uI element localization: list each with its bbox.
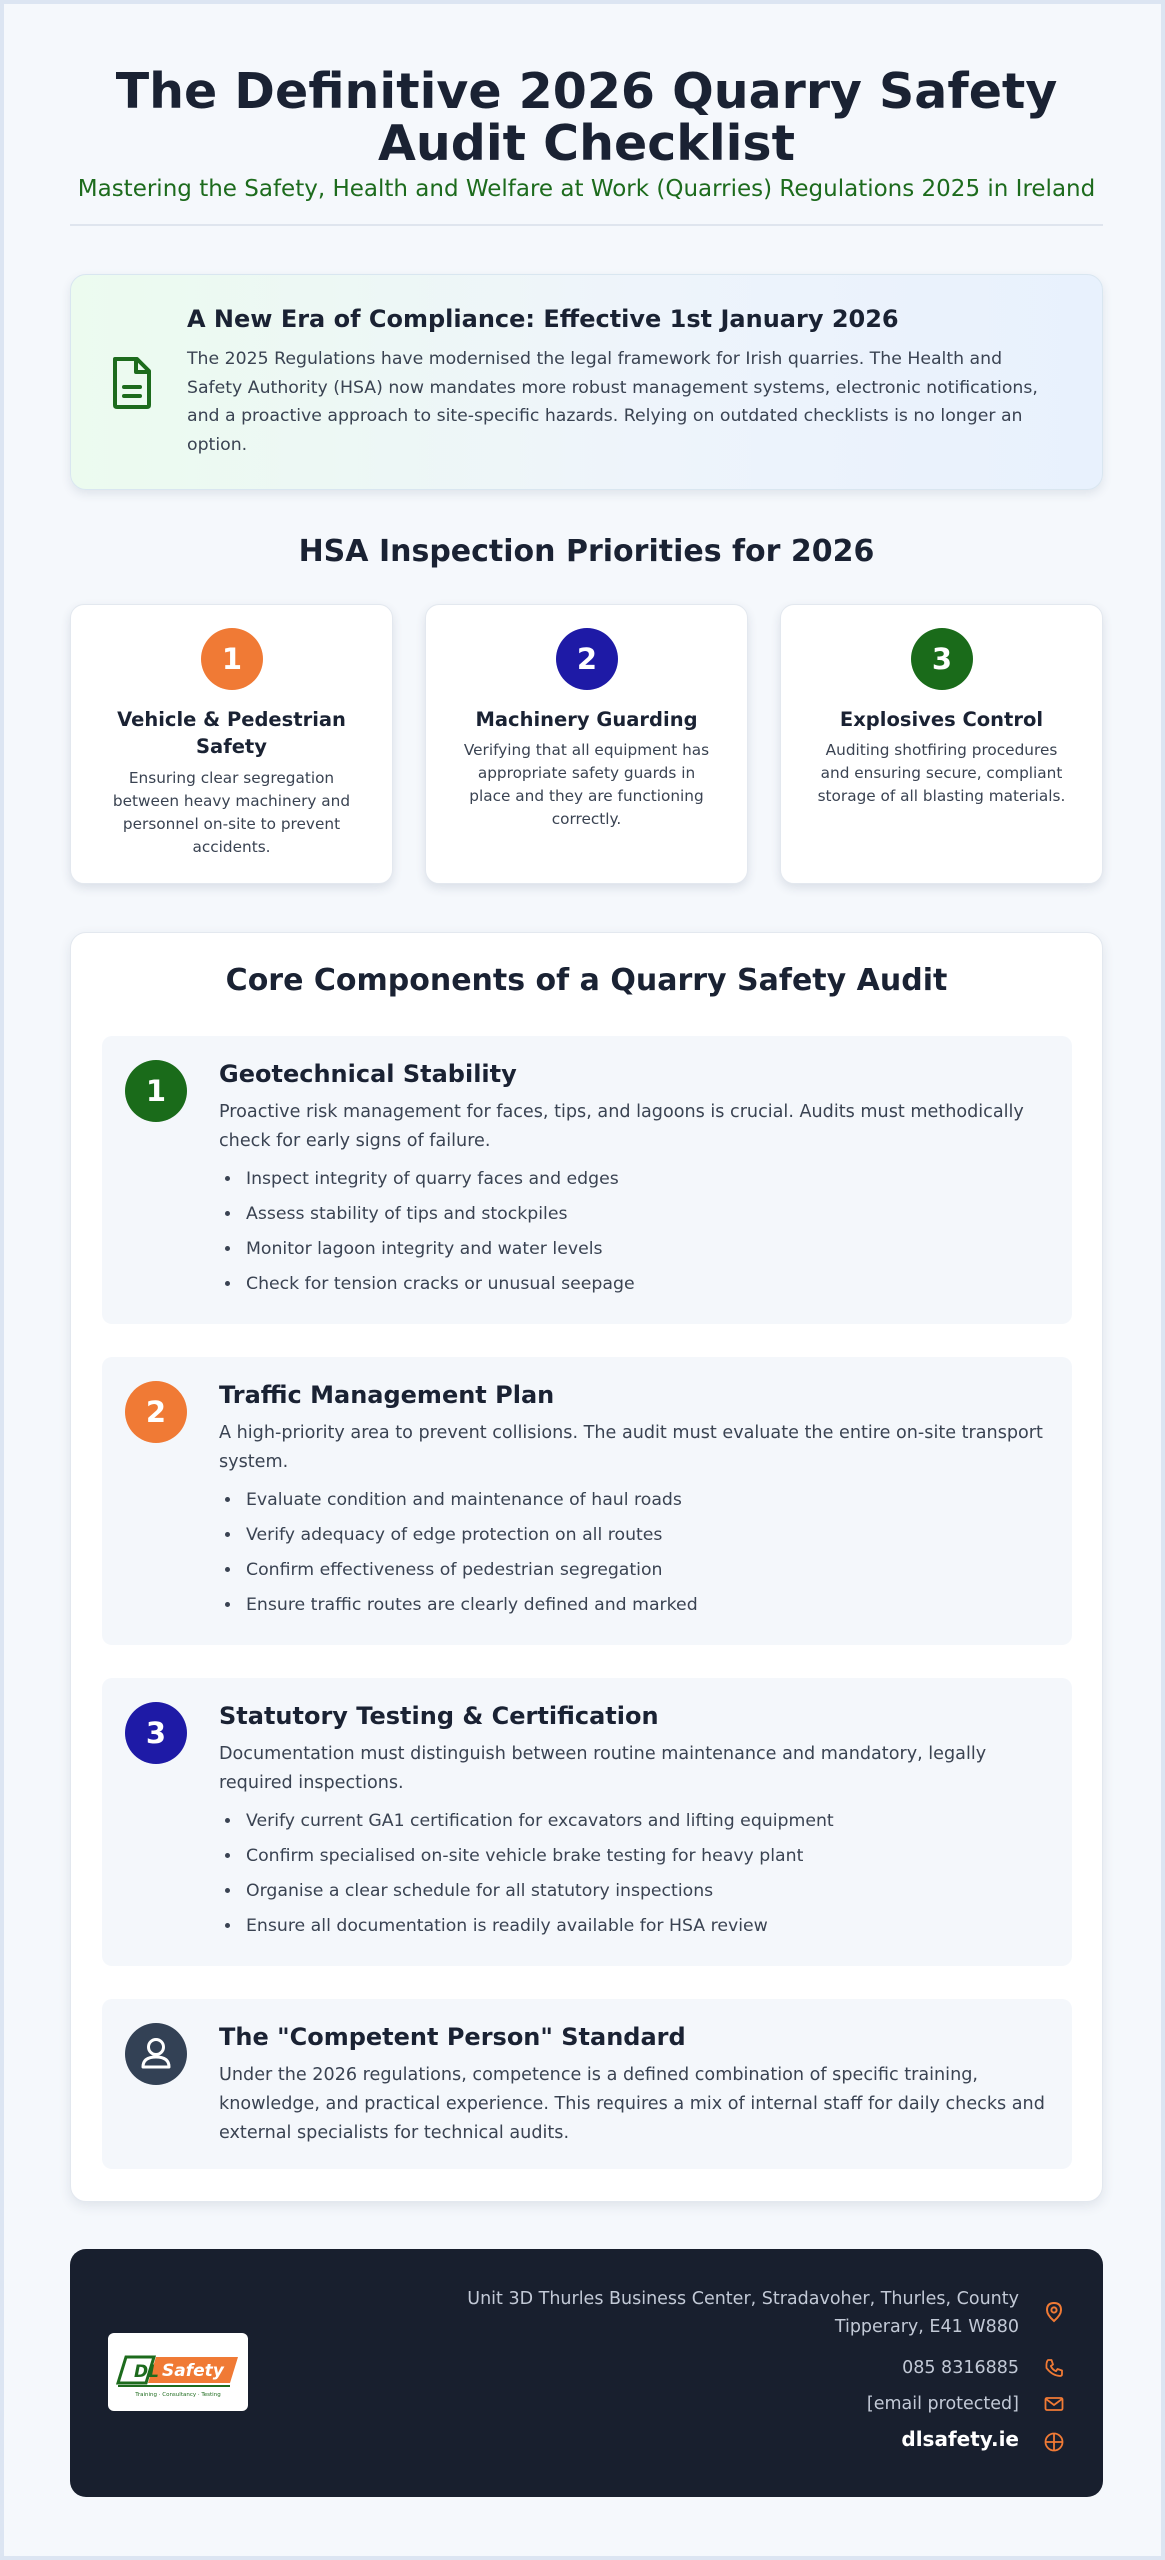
priority-number: 2: [556, 628, 618, 690]
page-subtitle: Mastering the Safety, Health and Welfare at Work (Quarries) Regulations 2025 in Ireland: [77, 176, 1096, 202]
document-icon: [109, 355, 155, 411]
person-icon: [125, 2023, 187, 2085]
priority-card: [780, 604, 1103, 884]
component-card: [102, 1036, 1072, 1324]
location-pin-icon: [1043, 2301, 1065, 2323]
priorities-heading: HSA Inspection Priorities for 2026: [298, 534, 875, 569]
priority-title: Machinery Guarding: [475, 708, 698, 731]
list-item: • Check for tension cracks or unusual seepage: [242, 1267, 1046, 1302]
priority-body: Ensuring clear segregation between heavy machinery and personnel on-site to prevent accidents.: [112, 769, 351, 856]
priority-body: Verifying that all equipment has appropriate safety guards in place and they are functioning correctly.: [463, 741, 710, 828]
intro-card: [70, 274, 1103, 490]
priority-card: [425, 604, 748, 884]
list-item: • Verify adequacy of edge protection on all routes: [242, 1518, 1046, 1553]
priority-title: Vehicle & Pedestrian Safety: [117, 708, 346, 759]
logo-text-dl: DL: [134, 2362, 159, 2382]
priority-card: [70, 604, 393, 884]
list-item: • Monitor lagoon integrity and water levels: [242, 1232, 1046, 1267]
component-title: The "Competent Person" Standard: [219, 2023, 686, 2051]
logo-text-safety: Safety: [162, 2361, 224, 2381]
list-item: • Organise a clear schedule for all statutory inspections: [242, 1874, 1046, 1909]
page-title: The Definitive 2026 Quarry Safety Audit Checklist: [115, 63, 1058, 173]
component-card: [102, 1999, 1072, 2169]
core-heading: Core Components of a Quarry Safety Audit: [225, 963, 948, 998]
email-link[interactable]: [email protected]: [866, 2394, 1019, 2414]
header-divider: [70, 224, 1103, 226]
list-item: • Ensure traffic routes are clearly defined and marked: [242, 1588, 1046, 1623]
address-text: Unit 3D Thurles Business Center, Stradavoher, Thurles, County Tipperary, E41 W880: [467, 2289, 1019, 2337]
list-item: • Confirm effectiveness of pedestrian segregation: [242, 1553, 1046, 1588]
footer: [70, 2249, 1103, 2497]
component-title: Statutory Testing & Certification: [219, 1702, 659, 1730]
dl-safety-logo: [108, 2333, 248, 2411]
component-description: Under the 2026 regulations, competence is a defined combination of specific training, knowledge, and practical experience. This requires a mix of internal staff for daily checks and external specialists for technical audits.: [219, 2065, 1045, 2144]
globe-icon: [1043, 2431, 1065, 2453]
list-item: • Assess stability of tips and stockpiles: [242, 1197, 1046, 1232]
list-item: • Ensure all documentation is readily available for HSA review: [242, 1909, 1046, 1944]
priority-number: 3: [911, 628, 973, 690]
phone-link[interactable]: 085 8316885: [902, 2358, 1019, 2378]
component-number: 3: [125, 1702, 187, 1764]
intro-body: The 2025 Regulations have modernised the legal framework for Irish quarries. The Health and Safety Authority (HSA) now mandates more robust management systems, electronic notifications, and a proactive approach to site-specific hazards. Relying on outdated checklists is no longer an option.: [187, 349, 1038, 455]
envelope-icon: [1043, 2393, 1065, 2415]
list-item: • Inspect integrity of quarry faces and edges: [242, 1162, 1046, 1197]
priority-body: Auditing shotfiring procedures and ensuring secure, compliant storage of all blasting materials.: [817, 741, 1066, 805]
priority-number: 1: [201, 628, 263, 690]
core-components-panel: [70, 932, 1103, 2202]
component-description: Documentation must distinguish between routine maintenance and mandatory, legally required inspections.: [219, 1744, 987, 1794]
website-link[interactable]: dlsafety.ie: [901, 2427, 1019, 2451]
component-number: 1: [125, 1060, 187, 1122]
component-description: A high-priority area to prevent collisions. The audit must evaluate the entire on-site transport system.: [219, 1423, 1043, 1473]
component-checklist: [242, 1162, 1046, 1302]
component-checklist: [242, 1483, 1046, 1623]
logo-tagline: Training · Consultancy · Testing: [135, 2392, 221, 2398]
component-title: Geotechnical Stability: [219, 1060, 517, 1088]
component-description: Proactive risk management for faces, tips, and lagoons is crucial. Audits must methodically check for early signs of failure.: [219, 1102, 1024, 1152]
component-checklist: [242, 1804, 1046, 1944]
component-title: Traffic Management Plan: [219, 1381, 555, 1409]
component-card: [102, 1678, 1072, 1966]
priority-title: Explosives Control: [839, 708, 1044, 731]
intro-heading: A New Era of Compliance: Effective 1st January 2026: [187, 305, 899, 333]
list-item: • Confirm specialised on-site vehicle brake testing for heavy plant: [242, 1839, 1046, 1874]
list-item: • Evaluate condition and maintenance of haul roads: [242, 1483, 1046, 1518]
list-item: • Verify current GA1 certification for excavators and lifting equipment: [242, 1804, 1046, 1839]
component-card: [102, 1357, 1072, 1645]
phone-icon: [1043, 2357, 1065, 2379]
component-number: 2: [125, 1381, 187, 1443]
